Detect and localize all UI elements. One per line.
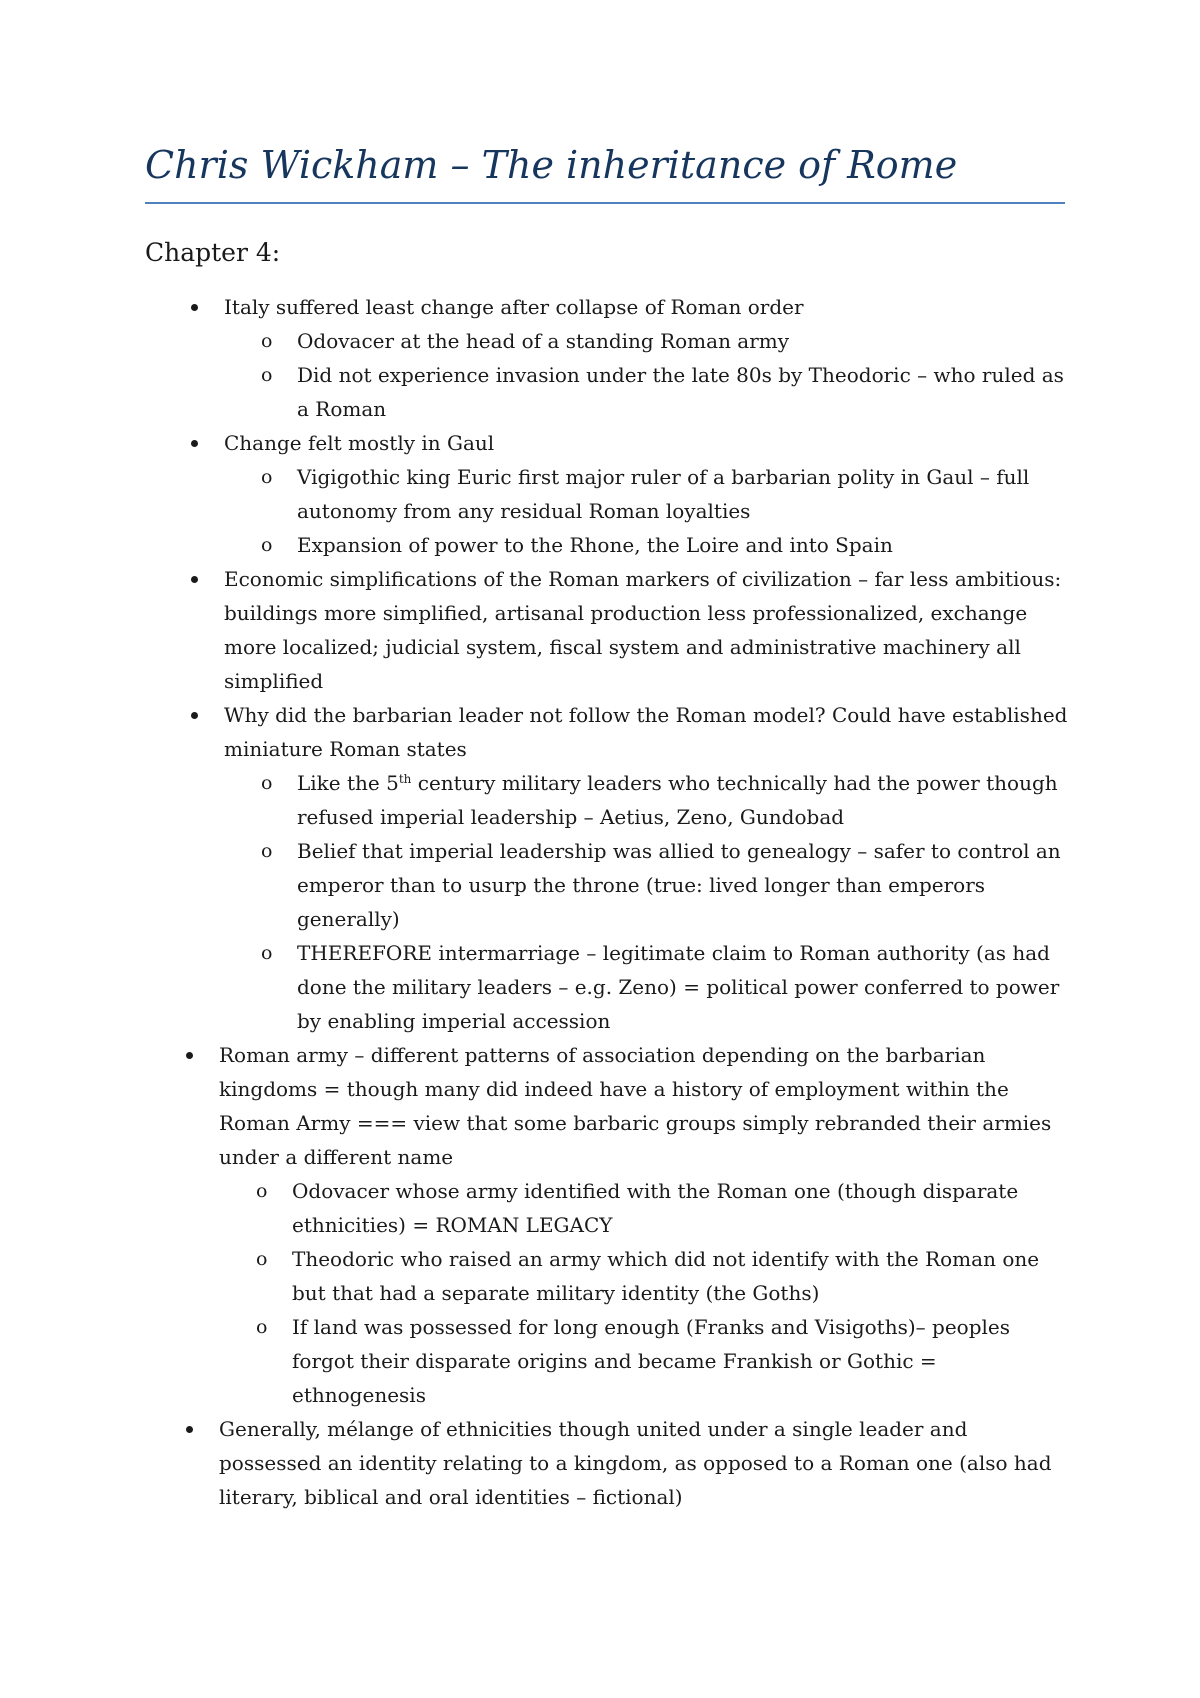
sub-bullet-item xyxy=(261,460,1072,528)
sub-bullet-item xyxy=(256,1174,1072,1242)
sub-bullet-marker: o xyxy=(261,772,273,794)
sub-bullet-marker: o xyxy=(261,942,273,964)
bullet-item xyxy=(224,562,1074,698)
bullet-dot-icon xyxy=(191,304,198,311)
bullet-item xyxy=(224,290,1074,324)
sub-bullet-text: Like the 5th century military leaders who technically had the power though refused imperial leadership – Aetius, Zeno, Gundobad xyxy=(297,771,1058,829)
sub-bullet-marker: o xyxy=(261,534,273,556)
bullet-item xyxy=(219,1412,1074,1514)
sub-bullet-text: Theodoric who raised an army which did not identify with the Roman one but that had a separate military identity (the Goths) xyxy=(292,1247,1040,1305)
ordinal-superscript: th xyxy=(398,772,412,786)
sub-bullet-text: If land was possessed for long enough (Franks and Visigoths)– peoples forgot their disparate origins and became Frankish or Gothic = ethnogenesis xyxy=(292,1315,1010,1407)
bullet-text: Change felt mostly in Gaul xyxy=(224,431,495,455)
sub-bullet-item xyxy=(256,1310,1072,1412)
sub-bullet-text: Odovacer at the head of a standing Roman army xyxy=(297,329,790,353)
sub-bullet-item xyxy=(256,1242,1072,1310)
sub-bullet-item xyxy=(261,324,1072,358)
document-title: Chris Wickham – The inheritance of Rome xyxy=(145,143,958,187)
title-underline xyxy=(145,202,1065,204)
sub-bullet-marker: o xyxy=(261,330,273,352)
bullet-text: Generally, mélange of ethnicities though united under a single leader and possessed an identity relating to a kingdom, as opposed to a Roman one (also had literary, biblical and oral identities – fictional) xyxy=(219,1417,1052,1509)
sub-bullet-marker: o xyxy=(256,1248,268,1270)
sub-bullet-marker: o xyxy=(256,1316,268,1338)
bullet-dot-icon xyxy=(191,576,198,583)
sub-bullet-item xyxy=(261,834,1072,936)
bullet-text: Roman army – different patterns of association depending on the barbarian kingdoms = though many did indeed have a history of employment within the Roman Army === view that some barbaric groups simply rebranded their armies under a different name xyxy=(219,1043,1052,1169)
sub-bullet-marker: o xyxy=(261,466,273,488)
sub-bullet-item xyxy=(261,936,1072,1038)
bullet-dot-icon xyxy=(186,1052,193,1059)
sub-bullet-text: Did not experience invasion under the late 80s by Theodoric – who ruled as a Roman xyxy=(297,363,1064,421)
sub-bullet-item xyxy=(261,528,1072,562)
chapter-heading: Chapter 4: xyxy=(145,238,281,267)
bullet-item xyxy=(224,426,1074,460)
sub-bullet-text: Expansion of power to the Rhone, the Loire and into Spain xyxy=(297,533,893,557)
sub-bullet-marker: o xyxy=(261,840,273,862)
bullet-item xyxy=(224,698,1074,766)
sub-bullet-marker: o xyxy=(261,364,273,386)
sub-bullet-text: Odovacer whose army identified with the Roman one (though disparate ethnicities) = ROMAN LEGACY xyxy=(292,1179,1019,1237)
bullet-dot-icon xyxy=(191,712,198,719)
sub-bullet-marker: o xyxy=(256,1180,268,1202)
bullet-text: Italy suffered least change after collapse of Roman order xyxy=(224,295,804,319)
bullet-text: Economic simplifications of the Roman markers of civilization – far less ambitious: buildings more simplified, artisanal production less professionalized, exchange more localized; judicial system, fiscal system and administrative machinery all simplified xyxy=(224,567,1062,693)
bullet-text: Why did the barbarian leader not follow the Roman model? Could have established miniature Roman states xyxy=(224,703,1068,761)
bullet-dot-icon xyxy=(191,440,198,447)
bullet-item xyxy=(219,1038,1074,1174)
sub-bullet-text: THEREFORE intermarriage – legitimate claim to Roman authority (as had done the military leaders – e.g. Zeno) = political power conferred to power by enabling imperial accession xyxy=(297,941,1060,1033)
sub-bullet-item xyxy=(261,766,1072,834)
sub-bullet-item xyxy=(261,358,1072,426)
bullet-dot-icon xyxy=(186,1426,193,1433)
sub-bullet-text: Belief that imperial leadership was allied to genealogy – safer to control an emperor than to usurp the throne (true: lived longer than emperors generally) xyxy=(297,839,1061,931)
sub-bullet-text: Vigigothic king Euric first major ruler of a barbarian polity in Gaul – full autonomy from any residual Roman loyalties xyxy=(297,465,1030,523)
